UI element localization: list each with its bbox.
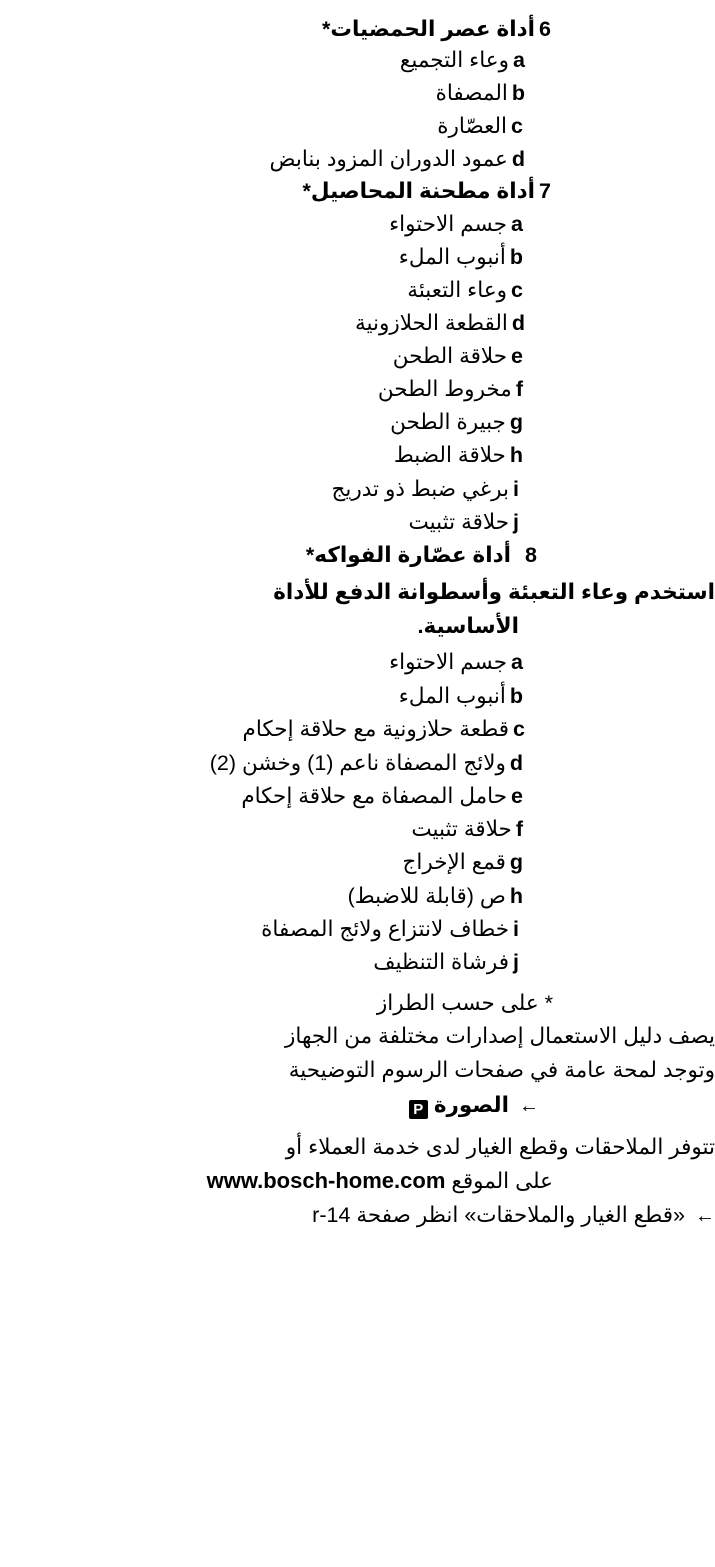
website-link[interactable]: www.bosch-home.com: [206, 1168, 446, 1193]
item-text: جسم الاحتواء: [389, 650, 508, 674]
item-text: جسم الاحتواء: [389, 212, 508, 236]
item-text: أنبوب الملء: [398, 245, 506, 269]
accessories-text: تتوفر الملاحقات وقطع الغيار لدى خدمة العملاء أو: [285, 1135, 715, 1159]
item-text: عمود الدوران المزود بنابض: [269, 147, 508, 171]
reference-text: «قطع الغيار والملاحقات» انظر صفحة: [356, 1203, 685, 1227]
figure-reference: [401, 1090, 539, 1120]
item-text: حلاقة تثبيت: [411, 817, 512, 841]
item-letter: d: [511, 311, 525, 335]
item-text: جبيرة الطحن: [390, 410, 506, 434]
list-item: [270, 144, 525, 174]
item-letter: f: [515, 377, 523, 401]
footnote-text: وتوجد لمحة عامة في صفحات الرسوم التوضيحية: [288, 1058, 715, 1082]
section-number: 8: [525, 543, 537, 567]
item-letter: g: [509, 850, 523, 874]
item-text: وعاء التجميع: [399, 48, 510, 72]
item-text: ص (قابلة للاضبط): [347, 884, 506, 908]
section-7-heading: [303, 176, 551, 206]
footnote-text: * على حسب الطراز: [376, 991, 553, 1015]
figure-p-icon: P: [409, 1100, 428, 1119]
list-item: [210, 748, 523, 778]
item-letter: b: [511, 81, 525, 105]
section-8-heading: [306, 540, 537, 570]
item-letter: j: [513, 510, 519, 534]
list-item: [348, 881, 523, 911]
item-text: حلاقة تثبيت: [408, 510, 510, 534]
item-letter: i: [513, 477, 519, 501]
list-item: [373, 947, 519, 977]
item-text: ولائج المصفاة ناعم (1) وخشن (2): [209, 751, 506, 775]
section-6-heading: [322, 14, 551, 44]
spare-parts-reference: [312, 1200, 715, 1230]
list-item: [390, 407, 523, 437]
section-number: 7: [539, 179, 551, 203]
accessories-text: على الموقع: [451, 1169, 553, 1193]
figure-label: الصورة: [433, 1093, 509, 1117]
list-item: [389, 209, 523, 239]
item-text: فرشاة التنظيف: [373, 950, 510, 974]
list-item: [394, 440, 523, 470]
item-letter: c: [511, 114, 523, 138]
item-letter: h: [509, 443, 523, 467]
footnote-text: يصف دليل الاستعمال إصدارات مختلفة من الجهاز: [285, 1024, 715, 1048]
list-item: [331, 474, 519, 504]
item-text: قمع الإخراج: [402, 850, 506, 874]
list-item: [241, 781, 523, 811]
heading-text: أداة عصر الحمضيات*: [322, 17, 536, 41]
item-letter: a: [513, 48, 525, 72]
section-8-note: [273, 577, 715, 607]
item-letter: a: [511, 212, 523, 236]
item-text: العصّارة: [437, 114, 508, 138]
item-text: حلاقة الطحن: [392, 344, 508, 368]
manual-note: [285, 1021, 715, 1051]
list-item: [378, 374, 523, 404]
item-text: حلاقة الضبط: [393, 443, 506, 467]
item-letter: g: [509, 410, 523, 434]
accessories-note: [286, 1132, 715, 1162]
list-item: [355, 308, 525, 338]
list-item: [400, 45, 525, 75]
note-text: استخدم وعاء التعبئة وأسطوانة الدفع للأداة: [273, 580, 715, 604]
item-text: مخروط الطحن: [377, 377, 512, 401]
item-letter: c: [513, 717, 525, 741]
accessories-website: [199, 1166, 553, 1196]
item-text: وعاء التعبئة: [407, 278, 508, 302]
list-item: [402, 847, 523, 877]
overview-note: [289, 1055, 715, 1085]
page-reference: r-14: [312, 1203, 351, 1227]
item-letter: a: [511, 650, 523, 674]
item-letter: j: [513, 950, 519, 974]
arrow-left-icon: ←: [695, 1205, 715, 1227]
section-8-note: [417, 611, 519, 641]
item-letter: e: [511, 344, 523, 368]
list-item: [393, 341, 523, 371]
model-footnote: [377, 988, 553, 1018]
item-letter: b: [509, 245, 523, 269]
item-text: قطعة حلازونية مع حلاقة إحكام: [242, 717, 510, 741]
item-text: حامل المصفاة مع حلاقة إحكام: [241, 784, 508, 808]
list-item: [243, 714, 525, 744]
item-text: خطاف لانتزاع ولائج المصفاة: [261, 917, 510, 941]
list-item: [399, 681, 523, 711]
item-letter: d: [509, 751, 523, 775]
item-text: برغي ضبط ذو تدريج: [331, 477, 510, 501]
list-item: [389, 647, 523, 677]
item-letter: i: [513, 917, 519, 941]
item-letter: b: [509, 684, 523, 708]
section-number: 6: [539, 17, 551, 41]
item-text: المصفاة: [435, 81, 508, 105]
item-text: القطعة الحلازونية: [354, 311, 508, 335]
item-text: أنبوب الملء: [398, 684, 506, 708]
item-letter: f: [515, 817, 523, 841]
note-text: الأساسية.: [417, 614, 519, 638]
item-letter: h: [509, 884, 523, 908]
list-item: [436, 78, 525, 108]
list-item: [411, 814, 523, 844]
list-item: [407, 275, 523, 305]
list-item: [437, 111, 523, 141]
list-item: [409, 507, 519, 537]
arrow-left-icon: ←: [519, 1095, 539, 1117]
item-letter: e: [511, 784, 523, 808]
heading-text: أداة مطحنة المحاصيل*: [302, 179, 536, 203]
list-item: [399, 242, 523, 272]
item-letter: c: [511, 278, 523, 302]
item-letter: d: [511, 147, 525, 171]
list-item: [261, 914, 519, 944]
heading-text: أداة عصّارة الفواكه*: [305, 543, 512, 567]
